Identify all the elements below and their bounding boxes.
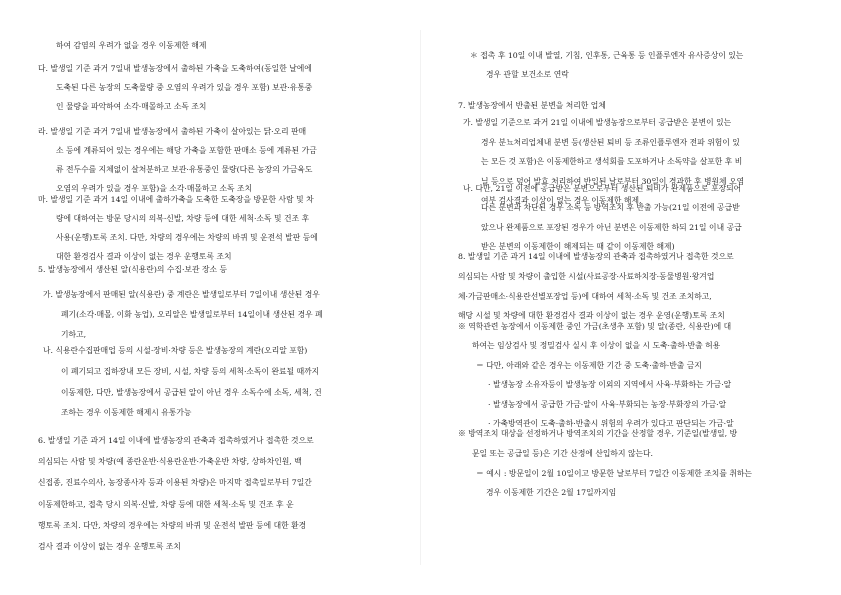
text-line: 6. 발생일 기준 과거 14일 이내에 발생농장의 관축과 접촉하였거나 접촉한 것으로 xyxy=(38,436,314,445)
text-line: 사용(운행)토록 조치. 다만, 차량의 경우에는 차량의 바퀴 및 운전석 발판 등에 xyxy=(56,233,318,242)
text-line: 여부 검사결과 이상이 없는 경우 이동제한 해제, xyxy=(481,196,642,206)
text-line: ※ 역학관련 농장에서 이동제한 중인 가금(초생추 포함) 및 알(종란, 식용란)에 대 xyxy=(458,322,732,331)
text-line: 소 등에 계류되어 있는 경우에는 해당 가축을 포함한 판매소 등에 계류된 가금 xyxy=(56,146,317,155)
column-divider xyxy=(420,30,421,565)
text-line: 의심되는 사람 및 차량(예 종란운반·식용란운반·가축운반 차량, 상하차인원, 백 xyxy=(38,457,302,467)
text-line: ※ 방역조치 대상을 선정하거나 방역조치의 기간을 산정할 경우, 기준일(발생일, 방 xyxy=(458,429,738,438)
text-line: 받은 분변의 이동제한이 해제되는 때 같이 이동제한 해제) xyxy=(481,242,675,252)
text-line: 가. 발생일 기준으로 과거 21일 이내에 발생농장으로부터 공급받은 분변이 있는 xyxy=(463,118,732,127)
text-line: 해당 시설 및 차량에 대한 환경검사 결과 이상이 없는 경우 운영(운행)토록 조치 xyxy=(458,311,725,321)
text-line: 7. 발생농장에서 반출된 분변을 처리한 업체 xyxy=(458,101,606,110)
text-line: · 발생농장에서 공급한 가금·알이 사육·부화되는 농장·부화장의 가금·알 xyxy=(488,399,727,409)
text-line: 폐기(소각·매몰, 이화 농업), 오리알은 발생일로부터 14일이내 생산된 경우 폐 xyxy=(61,309,323,319)
text-line: 체·가금판매소·식용란선별포장업 등)에 대하여 세척·소독 및 건조 조치하고, xyxy=(458,291,712,301)
text-line: 하여 감염의 우려가 없을 경우 이동제한 해제 xyxy=(56,41,207,50)
text-line: 문일 또는 공급일 등)은 기간 산정에 산입하지 않는다. xyxy=(472,448,654,458)
text-line: 류 전두수를 지체없이 살처분하고 보관·유통중인 물량(다른 농장의 가금육도 xyxy=(56,165,313,174)
text-line: 다. 발생일 기준 과거 7일내 발생농장에서 출하된 가축을 도축하여(동일한 날에에 xyxy=(38,64,312,73)
text-line: 검사 결과 이상이 없는 경우 운행토록 조치 xyxy=(38,542,181,551)
text-line: 았으나 완제품으로 포장된 경우가 아닌 분변은 이동제한 하되 21일 이내 공급 xyxy=(481,222,742,232)
text-line: 는 모든 것 포함)은 이동제한하고 생석회를 도포하거나 소독약을 살포한 후 비 xyxy=(481,157,743,167)
text-line: 의심되는 사람 및 차량이 출입한 시설(사료공장·사료하치장·동물병원·왕겨업 xyxy=(458,271,715,281)
text-line: ＊ 접촉 후 10일 이내 발열, 기침, 인후통, 근육통 등 인플루엔자 유사증상이 있는 xyxy=(470,51,744,60)
text-line: 닐 등으로 덮어 발효 처리하여 반입된 날로부터 30일이 경과한 후 병원체 오염 xyxy=(481,176,745,186)
text-line: 마. 발생일 기준 과거 14일 이내에 출하가축을 도축한 도축장을 방문한 사람 및 차 xyxy=(38,195,314,204)
text-line: 조하는 경우 이동제한 해제시 유통가능 xyxy=(61,408,192,418)
text-line: 경우 분뇨처리업체내 분변 등(생산된 퇴비 등 조류인플루엔자 전파 위험이 있 xyxy=(481,137,740,147)
text-line: 경우 관할 보건소로 연락 xyxy=(486,70,569,79)
text-line: 량에 대하여는 방문 당시의 의복·신발, 차량 등에 대한 세척·소독 및 건조 후 xyxy=(56,214,310,223)
text-line: 신접종, 진료수의사, 농장종사자 등과 이용된 차량)은 마지막 접촉일로부터 7일간 xyxy=(38,478,312,488)
text-line: 이동제한, 다만, 발생농장에서 공급된 알이 아닌 경우 소독수에 소독, 세척, 건 xyxy=(61,387,322,397)
text-line: · 발생농장 소유자등이 발생농장 이외의 지역에서 사육·부화하는 가금·알 xyxy=(488,380,732,390)
text-line: 이동제한하고, 접촉 당시 의복·신발, 차량 등에 대한 세척·소독 및 건조 후 운 xyxy=(38,499,294,509)
text-line: 경우 이동제한 기간은 2월 17일까지임 xyxy=(486,488,617,498)
text-line: ＝ 다만, 아래와 같은 경우는 이동제한 기간 중 도축·출하·반출 금지 xyxy=(476,360,702,370)
text-line: 라. 발생일 기준 과거 7일내 발생농장에서 출하된 가축이 살아있는 닭·오리 판매 xyxy=(38,127,307,136)
text-line: 대한 환경검사 결과 이상이 없는 경우 운행토록 조치 xyxy=(56,252,232,261)
text-line: 이 폐기되고 집하장내 모든 장비, 시설, 차량 등의 세척·소독이 완료될 때까지 xyxy=(61,366,320,376)
text-line: 행토록 조치. 다만, 차량의 경우에는 차량의 바퀴 및 운전석 발판 등에 대한 환경 xyxy=(38,520,307,530)
text-line: ＝ 예시 : 방문일이 2월 10일이고 방문한 날로부터 7일간 이동제한 조치를 취하는 xyxy=(476,468,752,478)
text-line: 가. 발생농장에서 판매된 알(식용란) 중 계란은 발생일로부터 7일이내 생산된 경우 xyxy=(43,290,320,299)
text-line: 기하고, xyxy=(61,329,87,339)
text-line: 5. 발생농장에서 생산된 알(식용란)의 수집·보관 장소 등 xyxy=(38,265,228,274)
text-line: 나. 식용란수집판매업 등의 시설·장비·차량 등은 발생농장의 계란(오리알 포함) xyxy=(43,346,308,355)
text-line: 나. 다만, 21일 이전에 공급받은 분변으로부터 생산된 퇴비가 완제품으로 포장되어 xyxy=(463,184,742,193)
text-line: 하여는 임상검사 및 정밀검사 실시 후 이상이 없을 시 도축·출하·반출 허용 xyxy=(472,341,721,351)
text-line: 인 물량을 파악하여 소각·매몰하고 소독 조치 xyxy=(56,102,207,111)
text-line: 다른 분변과 차단된 경우 소독 등 방역조치 후 반출 가능(21일 이전에 공급받 xyxy=(481,203,740,213)
text-line: · 가축방역관이 도축·출하·반출시 위험의 우려가 있다고 판단되는 가금·알 xyxy=(488,419,734,428)
text-line: 오염의 우려가 있을 경우 포함)을 소각·매몰하고 소독 조치 xyxy=(56,184,253,193)
text-line: 도축된 다른 농장의 도축물량 중 오염의 우려가 있을 경우 포함) 보관·유통중 xyxy=(56,83,313,92)
text-line: 8. 발생일 기준 과거 14일 이내에 발생농장의 관축과 접촉하였거나 접촉한 것으로 xyxy=(458,252,734,261)
